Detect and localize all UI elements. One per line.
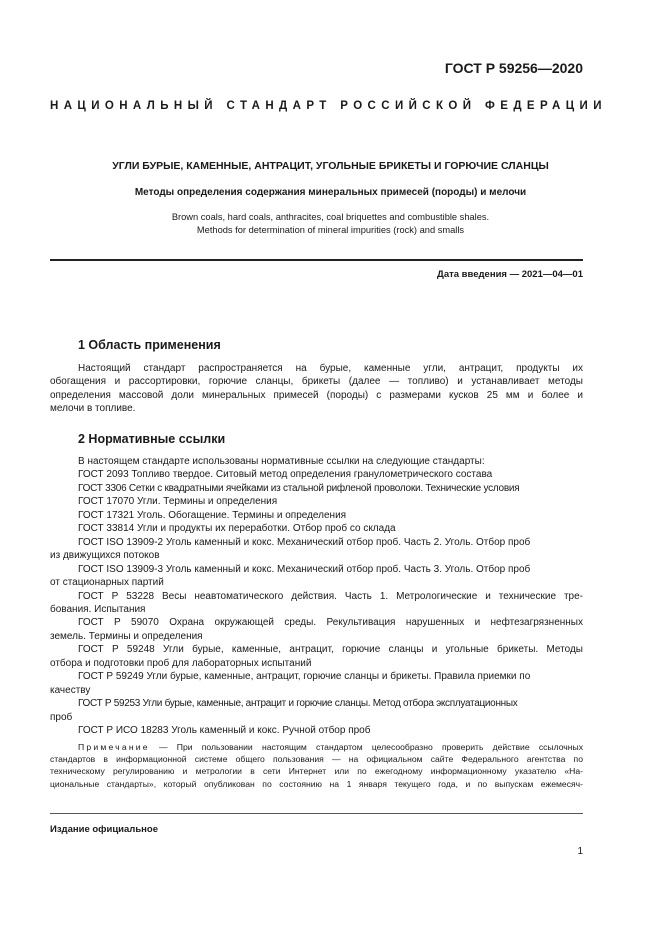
reference-item: ГОСТ 33814 Угли и продукты их переработки. Отбор проб со склада [78, 523, 396, 535]
section-1-heading: 1 Область применения [78, 338, 221, 352]
reference-item-continuation: бования. Испытания [50, 603, 146, 615]
reference-item: ГОСТ 17321 Уголь. Обогащение. Термины и определения [78, 509, 347, 521]
reference-item: ГОСТ Р ИСО 18283 Уголь каменный и кокс. Ручной отбор проб [78, 725, 371, 737]
national-standard-banner: НАЦИОНАЛЬНЫЙ СТАНДАРТ РОССИЙСКОЙ ФЕДЕРАЦИИ [50, 100, 607, 112]
footer-divider [50, 813, 583, 814]
gost-code: ГОСТ Р 59256—2020 [444, 60, 583, 76]
edition-label: Издание официальное [50, 824, 158, 835]
header-divider [50, 259, 583, 261]
reference-item: ГОСТ Р 53228 Весы неавтоматического действия. Часть 1. Метрологические и технические тре- [78, 590, 583, 602]
note-line: циональные стандарты», который опубликован по состоянию на 1 января текущего года, и по выпускам ежемесяч- [50, 778, 583, 789]
reference-item: ГОСТ 17070 Угли. Термины и определения [78, 496, 278, 508]
document-subtitle: Методы определения содержания минеральных примесей (породы) и мелочи [134, 187, 527, 198]
reference-item: ГОСТ 2093 Топливо твердое. Ситовый метод определения гранулометрического состава [78, 469, 493, 481]
references-intro: В настоящем стандарте использованы нормативные ссылки на следующие стандарты: [78, 456, 485, 467]
note-line: техническому регулированию и метрологии в сети Интернет или по ежегодному информационному указателю «На- [50, 766, 583, 777]
reference-item: ГОСТ Р 59248 Угли бурые, каменные, антрацит, горючие сланцы и угольные брикеты. Методы [78, 644, 583, 656]
normative-references [50, 455, 583, 738]
reference-item: ГОСТ Р 59070 Охрана окружающей среды. Рекультивация нарушенных и нефтезагрязненных [78, 617, 583, 629]
reference-item-continuation: отбора и подготовки проб для лабораторных испытаний [50, 657, 312, 669]
section-1-line: обогащения и рассортировки, горючие сланцы, брикеты (далее — топливо) и устанавливает методы [50, 376, 583, 388]
reference-item: ГОСТ Р 59249 Угли бурые, каменные, антрацит, горючие сланцы и брикеты. Правила приемки по [78, 671, 531, 683]
reference-item: ГОСТ ISO 13909-3 Уголь каменный и кокс. Механический отбор проб. Часть 3. Уголь. Отбор проб [78, 563, 531, 575]
reference-item-continuation: от стационарных партий [50, 577, 164, 589]
reference-item-continuation: из движущихся потоков [50, 550, 160, 562]
reference-item-continuation: проб [50, 711, 73, 723]
note-line: стандартов в информационной системе общего пользования — на официальном сайте Федерального агентства по [50, 754, 583, 765]
note-label: Примечание [78, 742, 150, 752]
reference-item: ГОСТ Р 59253 Угли бурые, каменные, антрацит и горючие сланцы. Метод отбора эксплуатационных [78, 698, 518, 710]
section-1-line: мелочи в топливе. [50, 403, 136, 415]
section-1-paragraph [50, 362, 583, 416]
reference-item: ГОСТ ISO 13909-2 Уголь каменный и кокс. Механический отбор проб. Часть 2. Уголь. Отбор проб [78, 536, 531, 548]
note-block [50, 741, 583, 790]
reference-item: ГОСТ 3306 Сетки с квадратными ячейками из стальной рифленой проволоки. Технические условия [78, 482, 520, 494]
english-title-line-1: Brown coals, hard coals, anthracites, coal briquettes and combustible shales. [171, 212, 490, 222]
section-2-heading: 2 Нормативные ссылки [78, 432, 226, 446]
page-number: 1 [577, 846, 583, 857]
section-1-line: определения массовой доли минеральных примесей (породы) с размерами кусков 25 мм и более и [50, 389, 583, 401]
document-title: УГЛИ БУРЫЕ, КАМЕННЫЕ, АНТРАЦИТ, УГОЛЬНЫЕ БРИКЕТЫ И ГОРЮЧИЕ СЛАНЦЫ [112, 160, 549, 172]
english-title [50, 211, 611, 237]
note-line [50, 741, 583, 753]
english-title-line-2: Methods for determination of mineral impurities (rock) and smalls [196, 225, 465, 235]
reference-item-continuation: качеству [50, 684, 91, 696]
introduction-date: Дата введения — 2021—04—01 [437, 269, 583, 280]
section-1-line: Настоящий стандарт распространяется на бурые, каменные угли, антрацит, продукты их [78, 363, 583, 374]
note-text: — При пользовании настоящим стандартом целесообразно проверить действие ссылочных [158, 742, 583, 752]
reference-item-continuation: земель. Термины и определения [50, 630, 203, 642]
